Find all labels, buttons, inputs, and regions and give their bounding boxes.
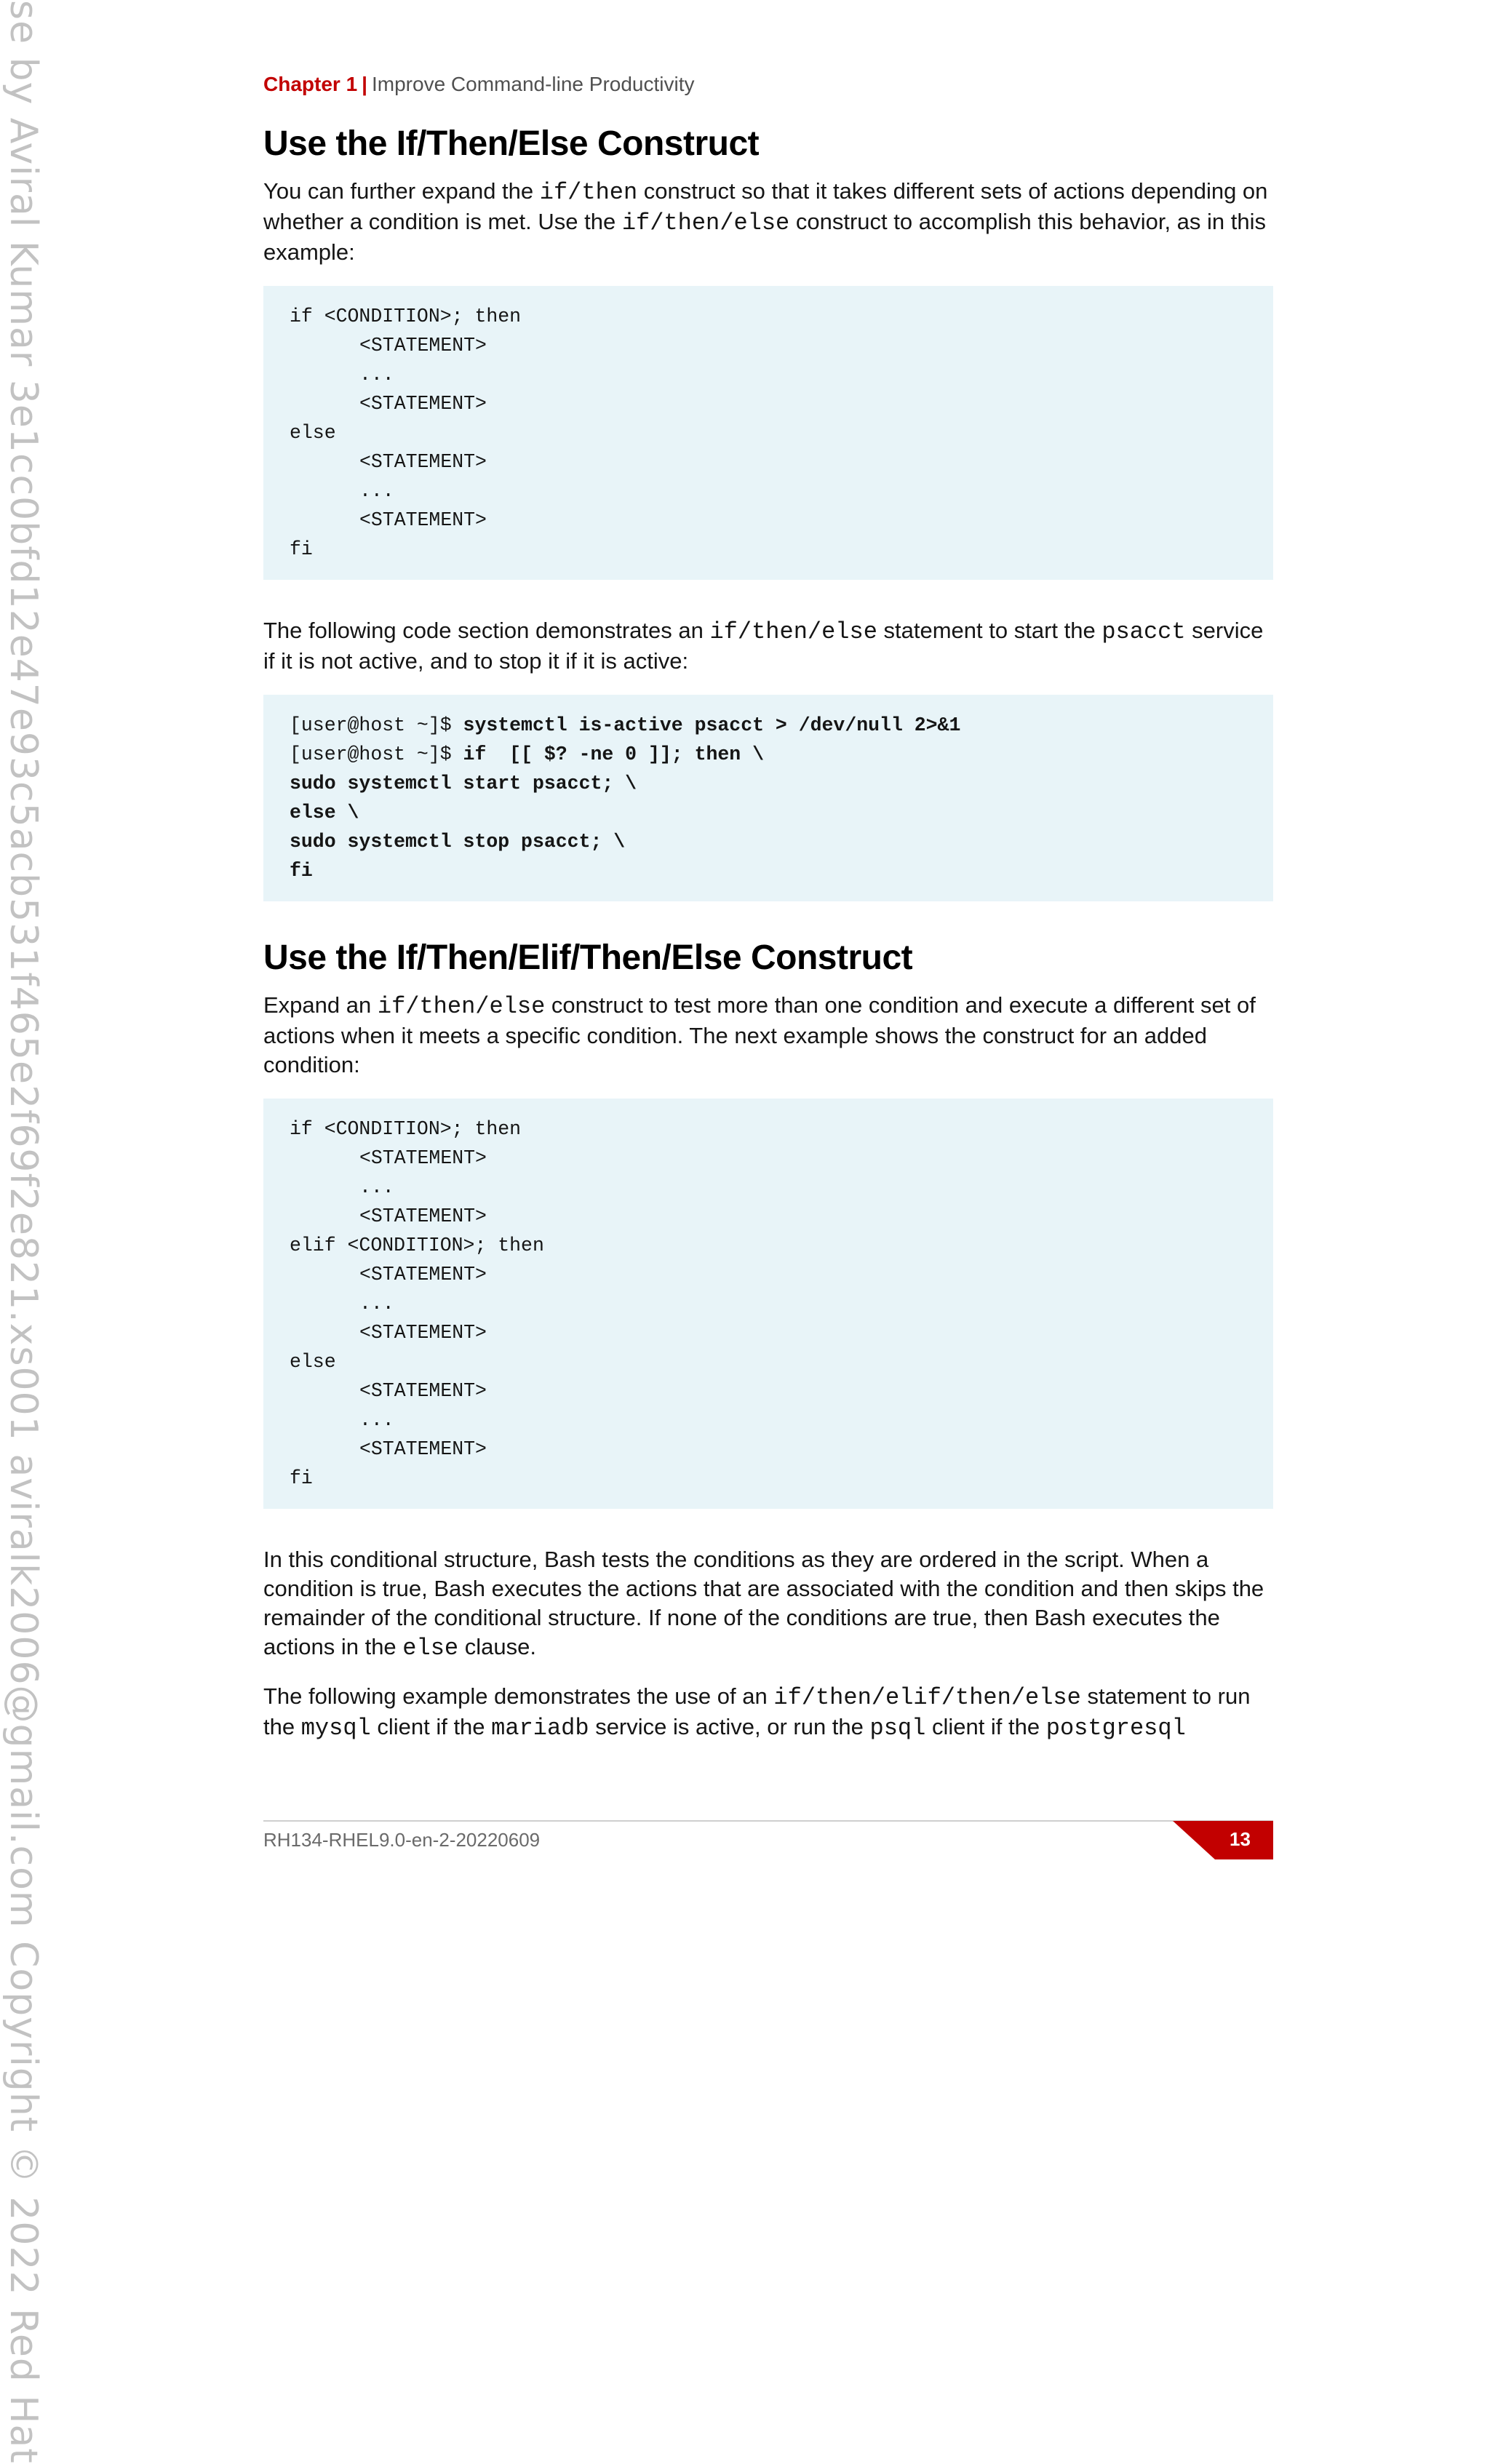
page-number-tab xyxy=(1173,1821,1273,1859)
chapter-label: Chapter 1 xyxy=(263,73,358,95)
page-number: 13 xyxy=(1230,1828,1251,1850)
code-block-if-then-elif: if <CONDITION>; then <STATEMENT> ... <STATEMENT> elif <CONDITION>; then <STATEMENT> ... <STATEMENT> else <STATEMENT> ... <STATEMENT> fi xyxy=(263,1099,1273,1509)
code-block-psacct-example: [user@host ~]$ systemctl is-active psacct > /dev/null 2>&1 [user@host ~]$ if [[ $? -ne 0 ]]; then \ sudo systemctl start psacct; \ else \ sudo systemctl stop psacct; \ fi xyxy=(263,695,1273,901)
footer-divider xyxy=(263,1820,1273,1822)
footer-doc-id: RH134-RHEL9.0-en-2-20220609 xyxy=(263,1829,541,1851)
section2-explanation: In this conditional structure, Bash tests the conditions as they are ordered in the script. When a condition is true, Bash executes the actions that are associated with the condition and then skips the remainder of the conditional structure. If none of the conditions are true, then Bash executes the actions in the else clause. xyxy=(263,1547,1264,1662)
section1-intro: You can further expand the if/then construct so that it takes different sets of actions depending on whether a condition is met. Use the if/then/else construct to accomplish this behavior, as in this example: xyxy=(263,178,1268,265)
page-content xyxy=(263,124,1273,1762)
section-heading-if-then-elif: Use the If/Then/Elif/Then/Else Construct xyxy=(263,938,913,977)
section-heading-if-then-else: Use the If/Then/Else Construct xyxy=(263,124,760,163)
section2-following-example: The following example demonstrates the use of an if/then/elif/then/else statement to run the mysql client if the mariadb service is active, or run the psql client if the postgresql xyxy=(263,1683,1251,1742)
chapter-title: Improve Command-line Productivity xyxy=(372,73,695,95)
watermark: se by Aviral Kumar 3e1cc0bfd12e47e93c5acb531f465e2f69f2e821.xs001 aviralk2006@gmail.com Copyright © 2022 Red Hat xyxy=(1,0,45,2464)
section1-demo-text: The following code section demonstrates an if/then/else statement to start the psacct service if it is not active, and to stop it if it is active: xyxy=(263,618,1264,674)
section2-intro: Expand an if/then/else construct to test more than one condition and execute a different set of actions when it meets a specific condition. The next example shows the construct for an added condition: xyxy=(263,992,1256,1077)
code-block-if-then-else: if <CONDITION>; then <STATEMENT> ... <STATEMENT> else <STATEMENT> ... <STATEMENT> fi xyxy=(263,286,1273,580)
running-header xyxy=(263,73,695,96)
header-separator: | xyxy=(362,73,367,95)
